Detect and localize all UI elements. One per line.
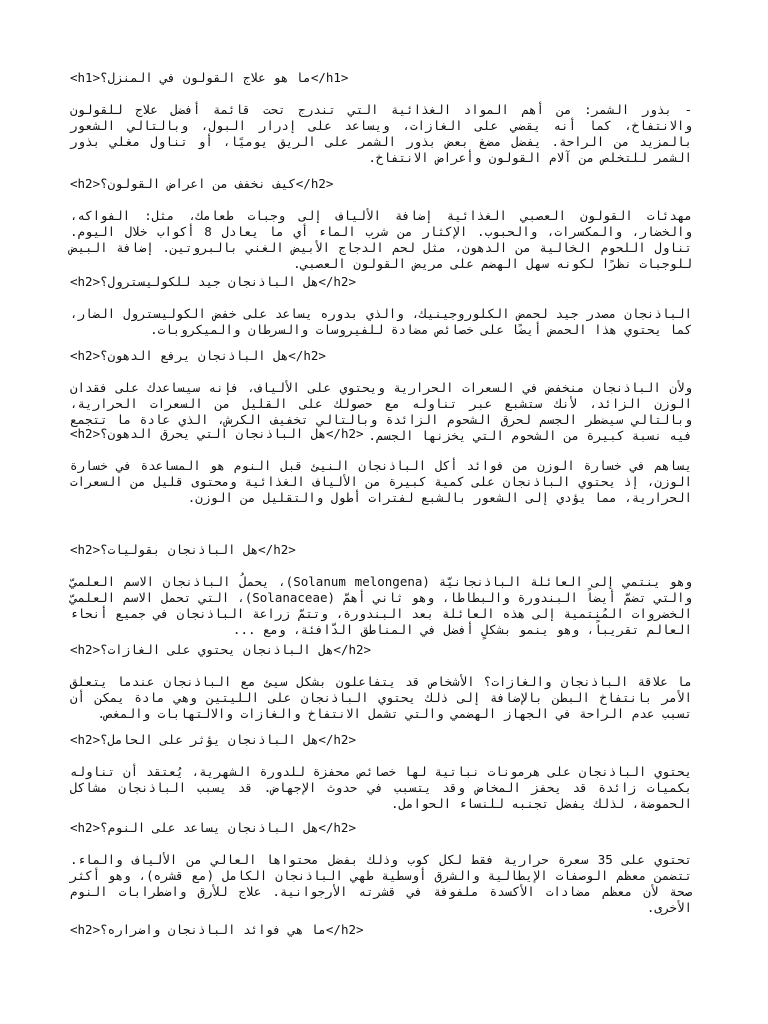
section-paragraph: يحتوي الباذنجان على هرمونات نباتية لها خصائص محفزة للدورة الشهرية، يُعتقد أن تناوله بكميات زائدة قد يحفز المخاض وقد يتسبب في حدوث الإجهاض. قد يسبب الباذنجان مشاكل الحموضة، لذلك يفضل تجنبه للنساء الحوامل. xyxy=(70,764,692,811)
section-heading: <h2>هل الباذنجان يساعد على النوم؟</h2> xyxy=(70,820,356,835)
section-paragraph: - بذور الشمر: من أهم المواد الغذائية التي تندرج تحت قائمة أفضل علاج للقولون والانتفاخ، كما أنه يقضي على الغازات، ويساعد على إدرار البول، وبالتالي الشعور بالمزيد من الراحة. يفضل مضغ بعض بذور الشمر على الريق يوميًا، أو تناول مغلي بذور الشمر للتخلص من آلام القولون وأعراض الانتفاخ. xyxy=(70,102,692,165)
section-eggplant-gases xyxy=(70,642,692,722)
section-home-colon-treatment xyxy=(70,70,692,166)
section-relieve-colon-symptoms xyxy=(70,176,692,272)
section-heading: <h2>هل الباذنجان يحتوي على الغازات؟</h2> xyxy=(70,642,372,657)
section-heading: <h2>كيف نخفف من اعراض القولون؟</h2> xyxy=(70,176,334,191)
section-heading: <h2>هل الباذنجان يرفع الدهون؟</h2> xyxy=(70,348,326,363)
section-eggplant-burns-fat xyxy=(70,426,692,506)
section-eggplant-legume xyxy=(70,542,692,638)
section-eggplant-benefits-harms xyxy=(70,922,692,938)
section-eggplant-sleep xyxy=(70,820,692,916)
section-heading: <h2>هل الباذنجان بقوليات؟</h2> xyxy=(70,542,296,557)
section-paragraph: مهدئات القولون العصبي الغذائية إضافة الألياف إلى وجبات طعامك، مثل: الفواكه، والخضار، والمكسرات، والحبوب. الإكثار من شرب الماء أي ما يعادل 8 أكواب خلال اليوم. تناول اللحوم الخالية من الدهون، مثل لحم الدجاج الأبيض الغني بالبروتين. إضافة البيض للوجبات نظرًا لكونه سهل الهضم على مريض القولون العصبي. xyxy=(70,208,692,271)
section-heading: <h2>هل الباذنجان يؤثر على الحامل؟</h2> xyxy=(70,732,356,747)
section-heading: <h2>ما هي فوائد الباذنجان واضراره؟</h2> xyxy=(70,922,364,937)
section-paragraph: ولأن الباذنجان منخفض في السعرات الحرارية ويحتوي على الألياف، فإنه سيساعدك على فقدان الوزن الزائد، لأنك ستشبع عبر تناوله مع حصولك على القليل من السعرات الحرارية، وبالتالي سيضطر الجسم لحرق الشحوم الزائدة وبالتالي تخفيف الكرش، الذي عادة ما تتجمع فيه نسبة كبيرة من الشحوم التي يخزنها الجسم. xyxy=(70,380,692,443)
section-heading: <h1>ما هو علاج القولون في المنزل؟</h1> xyxy=(70,70,349,85)
section-eggplant-pregnancy xyxy=(70,732,692,812)
section-paragraph: وهو ينتمي إلى العائلة الباذنجانيّة (Solanum melongena)، يحملُ الباذنجان الاسم العلميّ والتي تضمّ أيضاً البندورة والبطاطا، وهو ثاني أهمّ (Solanaceae)، التي تحمل الاسم العلميّ الخضروات المُنتمية إلى هذه العائلة بعد البندورة، وتتمّ زراعة الباذنجان في جميع أنحاء العالم تقريباً، وهو ينمو بشكلٍ أفضل في المناطق الدّافئة، ومع ... xyxy=(70,574,693,637)
section-eggplant-cholesterol xyxy=(70,274,692,338)
section-paragraph: الباذنجان مصدر جيد لحمض الكلوروجينيك، والذي بدوره يساعد على خفض الكوليسترول الضار، كما يحتوي هذا الحمض أيضًا على خصائص مضادة للفيروسات والسرطان والميكروبات. xyxy=(70,306,692,337)
section-heading: <h2>هل الباذنجان التي يحرق الدهون؟</h2> xyxy=(70,426,364,441)
section-paragraph: تحتوي على 35 سعرة حرارية فقط لكل كوب وذلك بفضل محتواها العالي من الألياف والماء. تتضمن معظم الوصفات الإيطالية والشرق أوسطية طهي الباذنجان الكامل (مع قشره)، وهو أكثر صحة لأن معظم مضادات الأكسدة ملفوفة في قشرته الأرجوانية. علاج للأرق واضطرابات النوم الأخرى. xyxy=(70,852,692,915)
section-paragraph: ما علاقة الباذنجان والغازات؟ الأشخاص قد يتفاعلون بشكل سيئ مع الباذنجان عندما يتعلق الأمر بانتفاخ البطن بالإضافة إلى ذلك يحتوي الباذنجان على الليتين وهي مادة يمكن أن تسبب عدم الراحة في الجهاز الهضمي والتي تشمل الانتفاخ والغازات والالتهابات والمغص. xyxy=(70,674,692,721)
section-heading: <h2>هل الباذنجان جيد للكوليسترول؟</h2> xyxy=(70,274,356,289)
section-paragraph: يساهم في خسارة الوزن من فوائد أكل الباذنجان النيئ قبل النوم هو المساعدة في خسارة الوزن، إذ يحتوي الباذنجان على كمية كبيرة من الألياف الغذائية ومحتوى قليل من السعرات الحرارية، مما يؤدي إلى الشعور بالشبع لفترات أطول والتقليل من الوزن. xyxy=(70,458,692,505)
